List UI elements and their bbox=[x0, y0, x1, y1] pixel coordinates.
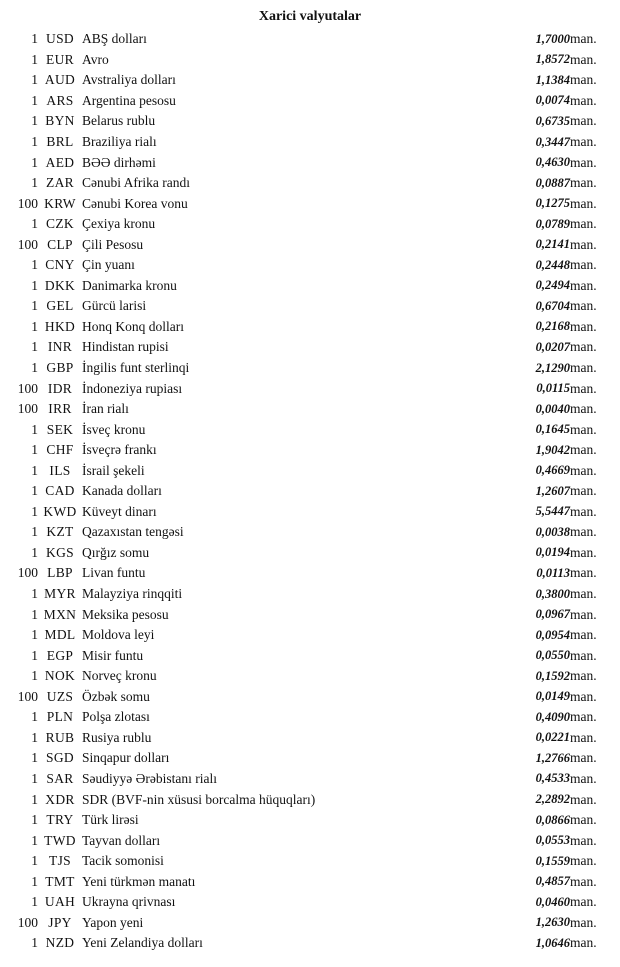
quantity-cell: 1 bbox=[31, 812, 38, 828]
quantity-cell: 1 bbox=[31, 503, 38, 519]
currency-code-cell: SGD bbox=[46, 750, 74, 766]
unit-cell: man. bbox=[570, 873, 597, 889]
currency-code-cell: KRW bbox=[44, 195, 76, 211]
table-row bbox=[10, 892, 610, 913]
unit-cell: man. bbox=[570, 935, 597, 951]
currency-name-cell: Yeni Zelandiya dolları bbox=[82, 935, 203, 951]
rate-value-cell: 0,4533 bbox=[535, 771, 570, 786]
table-row bbox=[10, 460, 610, 481]
table-row bbox=[10, 502, 610, 523]
table-row bbox=[10, 29, 610, 50]
table-row bbox=[10, 645, 610, 666]
currency-code-cell: GEL bbox=[46, 298, 74, 314]
table-row bbox=[10, 522, 610, 543]
quantity-cell: 1 bbox=[31, 31, 38, 47]
currency-code-cell: BYN bbox=[45, 113, 75, 129]
currency-code-cell: CAD bbox=[45, 483, 75, 499]
quantity-cell: 1 bbox=[31, 483, 38, 499]
currency-rates-table bbox=[10, 29, 610, 954]
rate-value-cell: 1,2607 bbox=[535, 483, 570, 498]
table-row bbox=[10, 769, 610, 790]
currency-code-cell: XDR bbox=[45, 791, 75, 807]
currency-name-cell: Malayziya rinqqiti bbox=[82, 586, 183, 602]
currency-name-cell: İran rialı bbox=[82, 401, 129, 417]
table-row bbox=[10, 358, 610, 379]
table-row bbox=[10, 604, 610, 625]
quantity-cell: 1 bbox=[31, 360, 38, 376]
rate-value-cell: 0,0553 bbox=[535, 833, 570, 848]
table-row bbox=[10, 317, 610, 338]
currency-code-cell: DKK bbox=[44, 277, 76, 293]
quantity-cell: 1 bbox=[31, 257, 38, 273]
currency-rates-table-body bbox=[10, 29, 610, 954]
table-row bbox=[10, 296, 610, 317]
unit-cell: man. bbox=[570, 134, 597, 149]
currency-name-cell: Özbək somu bbox=[82, 688, 150, 704]
currency-name-cell: Braziliya rialı bbox=[82, 134, 157, 149]
currency-name-cell: Sinqapur dolları bbox=[82, 750, 170, 766]
unit-cell: man. bbox=[570, 894, 597, 910]
quantity-cell: 100 bbox=[17, 401, 38, 417]
currency-code-cell: CLP bbox=[47, 236, 73, 252]
unit-cell: man. bbox=[570, 503, 597, 519]
currency-name-cell: Qırğız somu bbox=[82, 544, 150, 560]
table-row bbox=[10, 132, 610, 153]
currency-code-cell: TJS bbox=[49, 853, 71, 869]
quantity-cell: 1 bbox=[31, 832, 38, 848]
currency-name-cell: Ukrayna qrivnası bbox=[82, 894, 176, 910]
currency-name-cell: Küveyt dinarı bbox=[82, 503, 157, 519]
unit-cell: man. bbox=[570, 380, 597, 396]
rate-value-cell: 1,1384 bbox=[535, 72, 570, 87]
rate-value-cell: 0,0040 bbox=[535, 401, 570, 416]
table-row bbox=[10, 687, 610, 708]
rate-value-cell: 0,6704 bbox=[535, 298, 570, 313]
currency-code-cell: TRY bbox=[46, 812, 74, 828]
rate-value-cell: 0,1592 bbox=[535, 668, 570, 683]
quantity-cell: 1 bbox=[31, 894, 38, 910]
quantity-cell: 1 bbox=[31, 627, 38, 643]
quantity-cell: 1 bbox=[31, 421, 38, 437]
currency-name-cell: Tacik somonisi bbox=[82, 853, 164, 869]
currency-code-cell: IRR bbox=[48, 401, 72, 417]
rate-value-cell: 0,4669 bbox=[535, 463, 570, 478]
table-row bbox=[10, 748, 610, 769]
quantity-cell: 1 bbox=[31, 216, 38, 232]
table-row bbox=[10, 91, 610, 112]
currency-name-cell: Danimarka kronu bbox=[82, 277, 177, 293]
table-row bbox=[10, 871, 610, 892]
unit-cell: man. bbox=[570, 236, 597, 252]
rate-value-cell: 0,1559 bbox=[535, 853, 570, 868]
table-row bbox=[10, 933, 610, 954]
rate-value-cell: 1,2766 bbox=[535, 750, 570, 765]
table-row bbox=[10, 173, 610, 194]
currency-code-cell: ZAR bbox=[46, 175, 74, 191]
quantity-cell: 1 bbox=[31, 873, 38, 889]
table-row bbox=[10, 111, 610, 132]
currency-code-cell: MDL bbox=[44, 627, 76, 643]
rate-value-cell: 0,0207 bbox=[535, 339, 570, 354]
currency-name-cell: Cənubi Afrika randı bbox=[82, 175, 190, 191]
unit-cell: man. bbox=[570, 257, 597, 273]
rate-value-cell: 2,1290 bbox=[535, 360, 570, 375]
table-row bbox=[10, 810, 610, 831]
table-row bbox=[10, 563, 610, 584]
unit-cell: man. bbox=[570, 627, 597, 643]
table-row bbox=[10, 50, 610, 71]
unit-cell: man. bbox=[570, 92, 597, 108]
quantity-cell: 1 bbox=[31, 586, 38, 602]
currency-code-cell: AUD bbox=[44, 72, 76, 88]
table-row bbox=[10, 543, 610, 564]
currency-code-cell: GBP bbox=[46, 360, 74, 376]
quantity-cell: 1 bbox=[31, 339, 38, 355]
currency-name-cell: Misir funtu bbox=[82, 647, 144, 663]
unit-cell: man. bbox=[570, 586, 597, 602]
table-row bbox=[10, 625, 610, 646]
currency-code-cell: EUR bbox=[46, 51, 74, 67]
table-row bbox=[10, 830, 610, 851]
table-row bbox=[10, 851, 610, 872]
currency-code-cell: KZT bbox=[46, 524, 74, 540]
currency-name-cell: ABŞ dolları bbox=[82, 31, 147, 47]
currency-name-cell: Yeni türkmən manatı bbox=[82, 873, 196, 889]
currency-code-cell: BRL bbox=[46, 134, 74, 149]
quantity-cell: 1 bbox=[31, 770, 38, 786]
quantity-cell: 1 bbox=[31, 442, 38, 458]
currency-name-cell: Kanada dolları bbox=[82, 483, 162, 499]
quantity-cell: 1 bbox=[31, 154, 38, 170]
quantity-cell: 1 bbox=[31, 729, 38, 745]
currency-code-cell: ARS bbox=[46, 92, 74, 108]
currency-name-cell: Çexiya kronu bbox=[82, 216, 156, 232]
currency-name-cell: İsrail şekeli bbox=[82, 462, 145, 478]
unit-cell: man. bbox=[570, 524, 597, 540]
quantity-cell: 1 bbox=[31, 544, 38, 560]
table-row bbox=[10, 234, 610, 255]
unit-cell: man. bbox=[570, 770, 597, 786]
currency-code-cell: NOK bbox=[44, 668, 76, 684]
quantity-cell: 1 bbox=[31, 51, 38, 67]
rate-value-cell: 0,0550 bbox=[535, 648, 570, 663]
currency-code-cell: JPY bbox=[48, 914, 72, 930]
quantity-cell: 1 bbox=[31, 791, 38, 807]
quantity-cell: 1 bbox=[31, 298, 38, 314]
unit-cell: man. bbox=[570, 51, 597, 67]
currency-code-cell: CNY bbox=[45, 257, 75, 273]
rate-value-cell: 0,4630 bbox=[535, 155, 570, 170]
currency-name-cell: Səudiyyə Ərəbistanı rialı bbox=[82, 770, 217, 786]
rate-value-cell: 0,4090 bbox=[535, 709, 570, 724]
unit-cell: man. bbox=[570, 647, 597, 663]
currency-code-cell: UZS bbox=[46, 688, 74, 704]
currency-code-cell: KWD bbox=[43, 503, 77, 519]
currency-code-cell: ILS bbox=[49, 462, 71, 478]
rate-value-cell: 0,0113 bbox=[536, 565, 570, 580]
quantity-cell: 1 bbox=[31, 606, 38, 622]
currency-code-cell: SEK bbox=[46, 421, 74, 437]
quantity-cell: 1 bbox=[31, 750, 38, 766]
currency-code-cell: USD bbox=[46, 31, 74, 47]
table-row bbox=[10, 337, 610, 358]
currency-name-cell: SDR (BVF-nin xüsusi borcalma hüquqları) bbox=[82, 791, 316, 807]
unit-cell: man. bbox=[570, 318, 597, 334]
table-row bbox=[10, 440, 610, 461]
unit-cell: man. bbox=[570, 339, 597, 355]
quantity-cell: 100 bbox=[17, 914, 38, 930]
currency-name-cell: İsveçrə frankı bbox=[82, 442, 157, 458]
currency-name-cell: Rusiya rublu bbox=[82, 729, 152, 745]
quantity-cell: 1 bbox=[31, 72, 38, 88]
unit-cell: man. bbox=[570, 298, 597, 314]
rate-value-cell: 0,1645 bbox=[535, 422, 570, 437]
unit-cell: man. bbox=[570, 668, 597, 684]
currency-code-cell: CZK bbox=[46, 216, 74, 232]
table-row bbox=[10, 70, 610, 91]
currency-name-cell: Çin yuanı bbox=[82, 257, 135, 273]
rate-value-cell: 0,0221 bbox=[535, 730, 570, 745]
currency-code-cell: INR bbox=[47, 339, 73, 355]
currency-code-cell: MXN bbox=[43, 606, 77, 622]
rate-value-cell: 0,6735 bbox=[535, 113, 570, 128]
quantity-cell: 1 bbox=[31, 175, 38, 191]
currency-name-cell: Moldova leyi bbox=[82, 627, 155, 643]
rate-value-cell: 1,7000 bbox=[535, 31, 570, 46]
table-row bbox=[10, 378, 610, 399]
unit-cell: man. bbox=[570, 175, 597, 191]
rate-value-cell: 2,2892 bbox=[535, 792, 570, 806]
quantity-cell: 1 bbox=[31, 113, 38, 129]
table-row bbox=[10, 214, 610, 235]
table-row bbox=[10, 707, 610, 728]
unit-cell: man. bbox=[570, 914, 597, 930]
currency-name-cell: Belarus rublu bbox=[82, 113, 156, 129]
currency-code-cell: NZD bbox=[45, 935, 75, 951]
unit-cell: man. bbox=[570, 401, 597, 417]
rate-value-cell: 0,0887 bbox=[535, 175, 570, 190]
currency-code-cell: KGS bbox=[46, 544, 74, 560]
rate-value-cell: 0,2141 bbox=[535, 237, 570, 252]
quantity-cell: 100 bbox=[17, 380, 38, 396]
table-row bbox=[10, 584, 610, 605]
table-row bbox=[10, 276, 610, 297]
quantity-cell: 1 bbox=[31, 462, 38, 478]
table-row bbox=[10, 728, 610, 749]
rate-value-cell: 0,3447 bbox=[535, 134, 570, 149]
currency-name-cell: Çili Pesosu bbox=[82, 236, 144, 252]
rate-value-cell: 0,0460 bbox=[535, 894, 570, 909]
rate-value-cell: 1,2630 bbox=[535, 915, 570, 930]
currency-name-cell: İngilis funt sterlinqi bbox=[82, 360, 190, 376]
rate-value-cell: 0,0038 bbox=[535, 524, 570, 539]
rate-value-cell: 1,9042 bbox=[535, 442, 570, 457]
quantity-cell: 1 bbox=[31, 134, 38, 149]
quantity-cell: 1 bbox=[31, 524, 38, 540]
rate-value-cell: 0,0194 bbox=[535, 545, 570, 560]
unit-cell: man. bbox=[570, 853, 597, 869]
unit-cell: man. bbox=[570, 812, 597, 828]
unit-cell: man. bbox=[570, 31, 597, 47]
rate-value-cell: 1,8572 bbox=[535, 52, 570, 67]
currency-code-cell: AED bbox=[45, 154, 75, 170]
unit-cell: man. bbox=[570, 688, 597, 704]
rate-value-cell: 1,0646 bbox=[535, 935, 570, 950]
rate-value-cell: 0,0954 bbox=[535, 627, 570, 642]
unit-cell: man. bbox=[570, 113, 597, 129]
unit-cell: man. bbox=[570, 277, 597, 293]
currency-name-cell: Tayvan dolları bbox=[82, 832, 161, 848]
table-row bbox=[10, 789, 610, 810]
table-row bbox=[10, 419, 610, 440]
table-row bbox=[10, 481, 610, 502]
currency-name-cell: İsveç kronu bbox=[82, 421, 146, 437]
rate-value-cell: 0,0866 bbox=[535, 812, 570, 827]
currency-code-cell: SAR bbox=[46, 770, 74, 786]
currency-name-cell: Argentina pesosu bbox=[82, 92, 176, 108]
rate-value-cell: 0,0074 bbox=[535, 93, 570, 108]
currency-code-cell: PLN bbox=[46, 709, 74, 725]
unit-cell: man. bbox=[570, 832, 597, 848]
currency-name-cell: Türk lirəsi bbox=[82, 812, 139, 828]
rate-value-cell: 0,0115 bbox=[536, 381, 570, 396]
unit-cell: man. bbox=[570, 462, 597, 478]
rate-value-cell: 0,1275 bbox=[535, 196, 570, 211]
table-row bbox=[10, 255, 610, 276]
unit-cell: man. bbox=[570, 195, 597, 211]
quantity-cell: 1 bbox=[31, 318, 38, 334]
unit-cell: man. bbox=[570, 72, 597, 88]
quantity-cell: 1 bbox=[31, 709, 38, 725]
table-row bbox=[10, 666, 610, 687]
currency-name-cell: Yapon yeni bbox=[82, 914, 144, 930]
table-row bbox=[10, 399, 610, 420]
currency-name-cell: Honq Konq dolları bbox=[82, 318, 184, 334]
unit-cell: man. bbox=[570, 791, 597, 807]
unit-cell: man. bbox=[570, 442, 597, 458]
quantity-cell: 1 bbox=[31, 935, 38, 951]
currency-code-cell: CHF bbox=[46, 442, 74, 458]
unit-cell: man. bbox=[570, 565, 597, 581]
unit-cell: man. bbox=[570, 709, 597, 725]
rate-value-cell: 5,5447 bbox=[535, 504, 570, 519]
currency-code-cell: HKD bbox=[44, 318, 76, 334]
quantity-cell: 1 bbox=[31, 92, 38, 108]
unit-cell: man. bbox=[570, 154, 597, 170]
unit-cell: man. bbox=[570, 360, 597, 376]
currency-code-cell: EGP bbox=[46, 647, 74, 663]
table-row bbox=[10, 913, 610, 934]
currency-name-cell: Avstraliya dolları bbox=[82, 72, 176, 88]
unit-cell: man. bbox=[570, 421, 597, 437]
unit-cell: man. bbox=[570, 216, 597, 232]
table-row bbox=[10, 193, 610, 214]
quantity-cell: 100 bbox=[17, 195, 38, 211]
quantity-cell: 100 bbox=[17, 565, 38, 581]
currency-name-cell: BƏƏ dirhəmi bbox=[82, 154, 156, 170]
quantity-cell: 100 bbox=[17, 688, 38, 704]
quantity-cell: 1 bbox=[31, 277, 38, 293]
currency-code-cell: MYR bbox=[44, 586, 76, 602]
quantity-cell: 1 bbox=[31, 668, 38, 684]
currency-name-cell: Cənubi Korea vonu bbox=[82, 195, 188, 211]
quantity-cell: 1 bbox=[31, 647, 38, 663]
unit-cell: man. bbox=[570, 544, 597, 560]
rate-value-cell: 0,3800 bbox=[535, 586, 570, 601]
rate-value-cell: 0,0149 bbox=[535, 689, 570, 704]
currency-name-cell: Gürcü larisi bbox=[82, 298, 147, 314]
currency-name-cell: Norveç kronu bbox=[82, 668, 157, 684]
unit-cell: man. bbox=[570, 606, 597, 622]
currency-name-cell: Polşa zlotası bbox=[82, 709, 150, 725]
quantity-cell: 100 bbox=[17, 236, 38, 252]
rate-value-cell: 0,4857 bbox=[535, 874, 570, 889]
rate-value-cell: 0,2168 bbox=[535, 319, 570, 334]
table-row bbox=[10, 152, 610, 173]
currency-code-cell: UAH bbox=[44, 894, 76, 910]
currency-code-cell: RUB bbox=[45, 729, 75, 745]
currency-name-cell: İndoneziya rupiası bbox=[82, 380, 183, 396]
currency-name-cell: Qazaxıstan tengəsi bbox=[82, 524, 184, 540]
rate-value-cell: 0,0967 bbox=[535, 607, 570, 622]
rate-value-cell: 0,2494 bbox=[535, 278, 570, 293]
currency-name-cell: Meksika pesosu bbox=[82, 606, 169, 622]
unit-cell: man. bbox=[570, 750, 597, 766]
currency-code-cell: IDR bbox=[47, 380, 73, 396]
currency-name-cell: Livan funtu bbox=[82, 565, 146, 581]
currency-code-cell: LBP bbox=[47, 565, 73, 581]
unit-cell: man. bbox=[570, 483, 597, 499]
currency-name-cell: Avro bbox=[82, 51, 109, 67]
page-title: Xarici valyutalar bbox=[258, 9, 362, 24]
rate-value-cell: 0,0789 bbox=[535, 216, 570, 231]
quantity-cell: 1 bbox=[31, 853, 38, 869]
unit-cell: man. bbox=[570, 729, 597, 745]
currency-code-cell: TMT bbox=[45, 873, 75, 889]
rate-value-cell: 0,2448 bbox=[535, 257, 570, 272]
currency-code-cell: TWD bbox=[44, 832, 76, 848]
currency-name-cell: Hindistan rupisi bbox=[82, 339, 169, 355]
